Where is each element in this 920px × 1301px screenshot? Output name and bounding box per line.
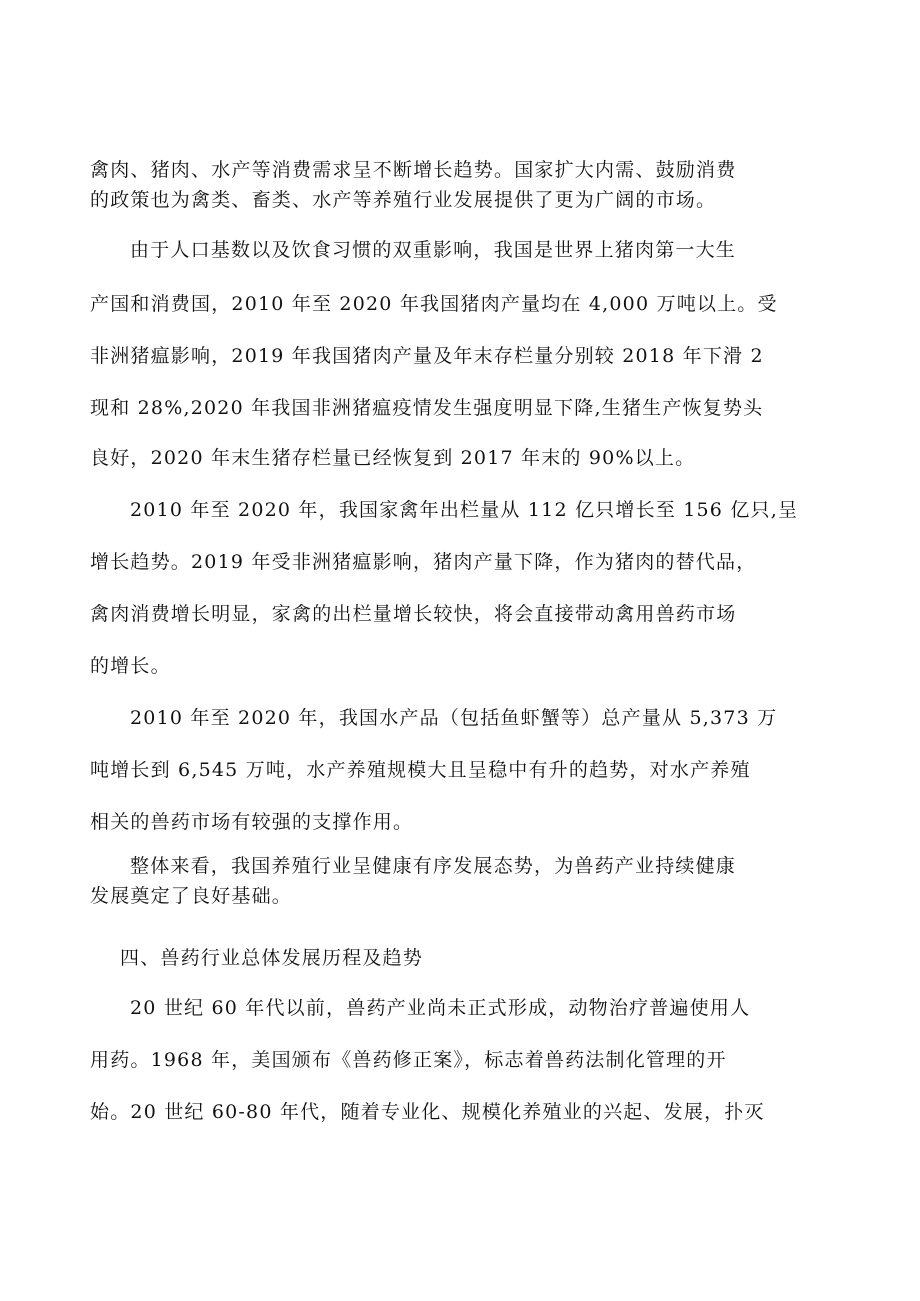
para6-line1: 20 世纪 60 年代以前，兽药产业尚未正式形成，动物治疗普遍使用人 (130, 997, 751, 1019)
para4-line2: 吨增长到 6,545 万吨，水产养殖规模大且呈稳中有升的趋势，对水产养殖 (90, 759, 751, 781)
para2-line1: 由于人口基数以及饮食习惯的双重影响，我国是世界上猪肉第一大生 (130, 239, 737, 261)
para3-line1: 2010 年至 2020 年，我国家禽年出栏量从 112 亿只增长至 156 亿只,呈 (130, 499, 799, 521)
para1-line1: 禽肉、猪肉、水产等消费需求呈不断增长趋势。国家扩大内需、鼓励消费 (90, 159, 737, 181)
para6-line2: 用药。1968 年，美国颁布《兽药修正案》，标志着兽药法制化管理的开 (90, 1049, 727, 1071)
para2-line3: 非洲猪瘟影响，2019 年我国猪肉产量及年末存栏量分别较 2018 年下滑 2 (90, 345, 764, 367)
para2-line4: 现和 28%,2020 年我国非洲猪瘟疫情发生强度明显下降,生猪生产恢复势头 (90, 397, 764, 419)
para2-line5: 良好，2020 年末生猪存栏量已经恢复到 2017 年末的 90%以上。 (90, 447, 696, 469)
para4-line3: 相关的兽药市场有较强的支撑作用。 (90, 811, 414, 833)
para2-line2: 产国和消费国，2010 年至 2020 年我国猪肉产量均在 4,000 万吨以上。受 (90, 293, 778, 315)
para3-line2: 增长趋势。2019 年受非洲猪瘟影响，猪肉产量下降，作为猪肉的替代品， (90, 551, 757, 573)
para4-line1: 2010 年至 2020 年，我国水产品（包括鱼虾蟹等）总产量从 5,373 万 (130, 707, 778, 729)
para5-line2: 发展奠定了良好基础。 (90, 885, 293, 907)
para1-line2: 的政策也为禽类、畜类、水产等养殖行业发展提供了更为广阔的市场。 (90, 189, 717, 211)
para3-line3: 禽肉消费增长明显，家禽的出栏量增长较快，将会直接带动禽用兽药市场 (90, 603, 737, 625)
para6-line3: 始。20 世纪 60-80 年代，随着专业化、规模化养殖业的兴起、发展，扑灭 (90, 1101, 765, 1123)
para3-line4: 的增长。 (90, 655, 171, 677)
section-heading-4: 四、兽药行业总体发展历程及趋势 (120, 947, 424, 969)
para5-line1: 整体来看，我国养殖行业呈健康有序发展态势，为兽药产业持续健康 (130, 855, 737, 877)
